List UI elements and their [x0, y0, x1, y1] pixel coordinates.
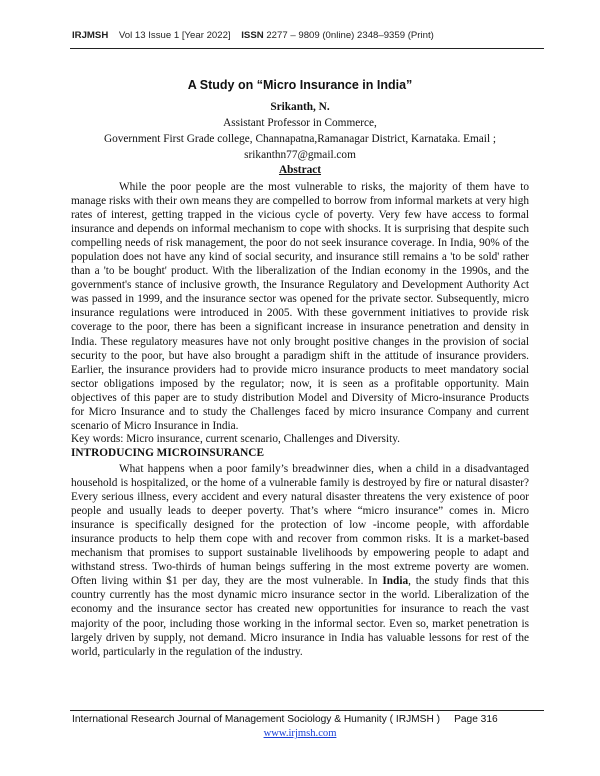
section-heading: INTRODUCING MICROINSURANCE	[71, 447, 265, 459]
keywords-line: Key words: Micro insurance, current scenario, Challenges and Diversity.	[71, 433, 400, 445]
journal-full-name: International Research Journal of Management Sociology & Humanity ( IRJMSH )	[72, 714, 441, 725]
author-name: Srikanth, N.	[270, 101, 330, 113]
intro-bold-word: India	[382, 575, 409, 588]
author-designation: Assistant Professor in Commerce,	[223, 117, 377, 129]
intro-text-start: What happens when a poor family’s breadwinner dies, when a child in a disadvantaged household is hospitalized, or the home of a vulnerable family is destroyed by fire or natural disaster? Every serious illness, every accident and every natural disaster threatens the very existence of poor people and usually leads to deeper poverty. That’s where “micro insurance” comes in. Micro insurance is specifically designed for the protection of low -income people, with affordable insurance products to help them cope with and recover from common risks. It is a market-based mechanism that promises to support sustainable livelihoods by empowering people to adapt and withstand stress. Two-thirds of human beings suffering in the most extreme poverty are women. Often living within $1 per day, they are the most vulnerable. In	[71, 463, 529, 588]
volume-info: Vol 13 Issue 1 [Year 2022]	[118, 30, 231, 41]
author-affiliation: Government First Grade college, Channapatna,Ramanagar District, Karnataka. Email ;	[103, 133, 497, 145]
introduction-body	[71, 462, 529, 659]
issn-text: 2277 – 9809 (0nline) 2348–9359 (Print)	[266, 30, 434, 41]
running-footer	[72, 714, 542, 725]
abstract-body	[71, 180, 529, 433]
abstract-paragraph: While the poor people are the most vulnerable to risks, the majority of them have to manage risks with their own means they are compelled to borrow from informal markets at very high rates of interest, getting trapped in the vicious cycle of poverty. Very few have access to formal insurance and depends on informal mechanism to cope with shocks. It is surprising that despite such compelling needs of risk management, the poor do not seek insurance coverage. In India, 90% of the population does not have any kind of social security, and insurance still remains a 'to be sold' rather than a 'to be bought' product. With the liberalization of the Indian economy in the 1990s, and the government's stance of inclusive growth, the Insurance Regulatory and Development Authority Act was passed in 1999, and the insurance sector was opened for the private sector. Subsequently, micro insurance regulations were introduced in 2005. With these government initiatives to provide risk coverage to the poor, there has been a significant increase in insurance penetration and density in India. These regulatory measures have not only brought positive changes in the provision of social security to the poor, but have also brought a paradigm shift in the attitude of insurance providers. Earlier, the insurance providers had to provide micro insurance products to meet mandatory social sector obligations imposed by the regulator; now, it is seen as a profitable opportunity. Main objectives of this paper are to study distribution Model and Diversity of Micro-insurance Products for Micro Insurance and to study the Challenges faced by micro insurance Company and current scenario of Micro Insurance in India.	[71, 181, 529, 432]
abstract-heading: Abstract	[278, 164, 322, 176]
footer-website	[0, 728, 600, 739]
introduction-paragraph	[71, 462, 529, 659]
author-email: srikanthn77@gmail.com	[244, 149, 356, 161]
footer-divider	[70, 710, 544, 711]
website-link[interactable]: www.irjmsh.com	[263, 728, 337, 739]
issn-label: ISSN	[241, 30, 264, 41]
page-number: Page 316	[454, 714, 498, 725]
paper-title: A Study on “Micro Insurance in India”	[187, 78, 413, 92]
running-header	[72, 30, 542, 41]
header-divider	[70, 48, 544, 49]
intro-text-end: , the study finds that this country currently has the most dynamic micro insurance sector in the world. Liberalization of the economy and the insurance sector has created new opportunities for insurance to reach the vast majority of the poor, including those working in the informal sector. Even so, market penetration is largely driven by supply, not demand. Micro insurance in India has valuable lessons for rest of the world, particularly in the regulation of the industry.	[71, 575, 529, 658]
journal-abbreviation: IRJMSH	[72, 30, 109, 41]
